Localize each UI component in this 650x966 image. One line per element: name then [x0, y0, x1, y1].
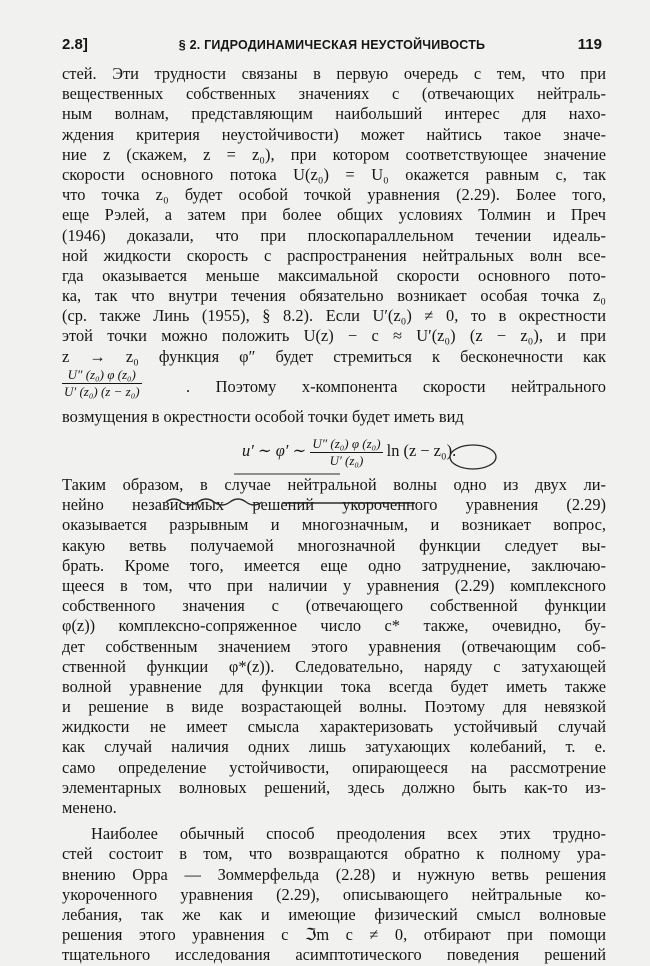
text-line: ным волнам, представляющим наибольший интерес для нахо- [62, 104, 606, 124]
text-line: жидкости не имеет смысла характеризовать устойчивый случай [62, 717, 606, 737]
paragraph-2 [62, 475, 606, 818]
text-line: гда оказывается меньше максимальной скорости основного пото- [62, 265, 606, 285]
text-line: скорости основного потока U(z₀) = U₀ окажется равным c, так [62, 164, 606, 184]
paragraph-3 [62, 824, 606, 965]
formula-rhs: ln (z − z₀). [386, 441, 457, 460]
text-line: стей состоит в том, что возвращаются обратно к полному ура- [62, 844, 606, 864]
fraction-denominator: U′ (z₀) (z − z₀) [64, 383, 140, 399]
inline-fraction [62, 367, 142, 400]
text-line: вещественных собственных значениях c (отвечающих нейтраль- [62, 84, 606, 104]
inline-fraction-line [62, 367, 606, 407]
text-line: лебания, так же как и имеющие физический смысл волновые [62, 904, 606, 924]
formula-fraction [310, 436, 382, 469]
text-line: оказывается разрывным и многозначным, и возникает вопрос, [62, 515, 606, 535]
text-line: дет собственным значением этого уравнения (отвечающим соб- [62, 636, 606, 656]
text-line: элементарных волновых решений, здесь должно быть как-то из- [62, 777, 606, 797]
running-header [62, 36, 602, 56]
text-line: (1946) доказали, что при плоскопараллельном течении идеаль- [62, 225, 606, 245]
text-line: ние z (скажем, z = z₀), при котором соответствующее значение [62, 144, 606, 164]
paragraph-1 [62, 64, 606, 427]
text-line: . Поэтому x-компонента скорости нейтрального [186, 376, 606, 396]
text-line: стей. Эти трудности связаны в первую очередь с тем, что при [62, 64, 606, 83]
text-line: решения этого уравнения с ℑm c ≠ 0, отбирают при помощи [62, 925, 606, 945]
text-line: этой точки можно положить U(z) − c ≈ U′(z₀) (z − z₀), и при [62, 326, 606, 346]
text-line: собственного значения c (отвечающего собственной функции [62, 596, 606, 616]
text-line: само определение устойчивости, опирающееся на рассмотрение [62, 757, 606, 777]
text-line: как случай наличия одних лишь затухающих колебаний, т. е. [62, 737, 606, 757]
display-formula [62, 427, 606, 475]
text-body [62, 64, 606, 966]
text-line: Наиболее обычный способ преодоления всех этих трудно- [91, 824, 606, 844]
fraction-numerator: U″ (z₀) φ (z₀) [62, 367, 142, 384]
text-line: (ср. также Линь (1955), § 8.2). Если U′(z₀) ≠ 0, то в окрестности [62, 306, 606, 326]
text-line: возмущения в окрестности особой точки будет иметь вид [62, 406, 464, 426]
text-line: ной жидкости скорость c распространения нейтральных волн все- [62, 245, 606, 265]
text-line: брать. Кроме того, имеется еще одно затруднение, заключаю- [62, 555, 606, 575]
page-number: 119 [577, 36, 602, 53]
text-line: менено. [62, 798, 117, 817]
text-line: ка, так что внутри течения обязательно возникает особая точка z₀ [62, 286, 606, 306]
text-line: Таким образом, в случае нейтральной волны одно из двух ли- [62, 475, 606, 494]
text-line: нейно независимых решений укороченного уравнения (2.29) [62, 495, 606, 515]
running-title: § 2. ГИДРОДИНАМИЧЕСКАЯ НЕУСТОЙЧИВОСТЬ [178, 38, 486, 52]
text-line: что точка z₀ будет особой точкой уравнения (2.29). Более того, [62, 185, 606, 205]
section-number: 2.8] [62, 36, 88, 53]
text-line: φ(z)) комплексно-сопряженное число c* также, очевидно, бу- [62, 616, 606, 636]
text-line: ждения критерия неустойчивости) может найтись такое значе- [62, 124, 606, 144]
text-line: z → z₀ функция φ″ будет стремиться к бесконечности как [62, 346, 606, 366]
text-line: тщательного исследования асимптотического поведения решений [62, 945, 606, 965]
formula-numerator: U″ (z₀) φ (z₀) [312, 435, 381, 451]
text-line: щееся в том, что при наличии у уравнения (2.29) комплексного [62, 575, 606, 595]
formula-lhs: u′ ∼ φ′ ∼ [242, 441, 307, 460]
text-line: волной уравнение для функции тока всегда будет иметь также [62, 676, 606, 696]
text-line: укороченного уравнения (2.29), описывающего нейтральные ко- [62, 884, 606, 904]
text-line: какую ветвь получаемой многозначной функции следует вы- [62, 535, 606, 555]
text-line: и решение в виде возрастающей волны. Поэтому для невязкой [62, 697, 606, 717]
text-line: внению Орра — Зоммерфельда (2.28) и нужную ветвь решения [62, 864, 606, 884]
text-line: еще Рэлей, а затем при более общих условиях Толмин и Преч [62, 205, 606, 225]
formula-denominator: U′ (z₀) [329, 452, 364, 468]
text-line: ственной функции φ*(z)). Следовательно, наряду с затухающей [62, 656, 606, 676]
